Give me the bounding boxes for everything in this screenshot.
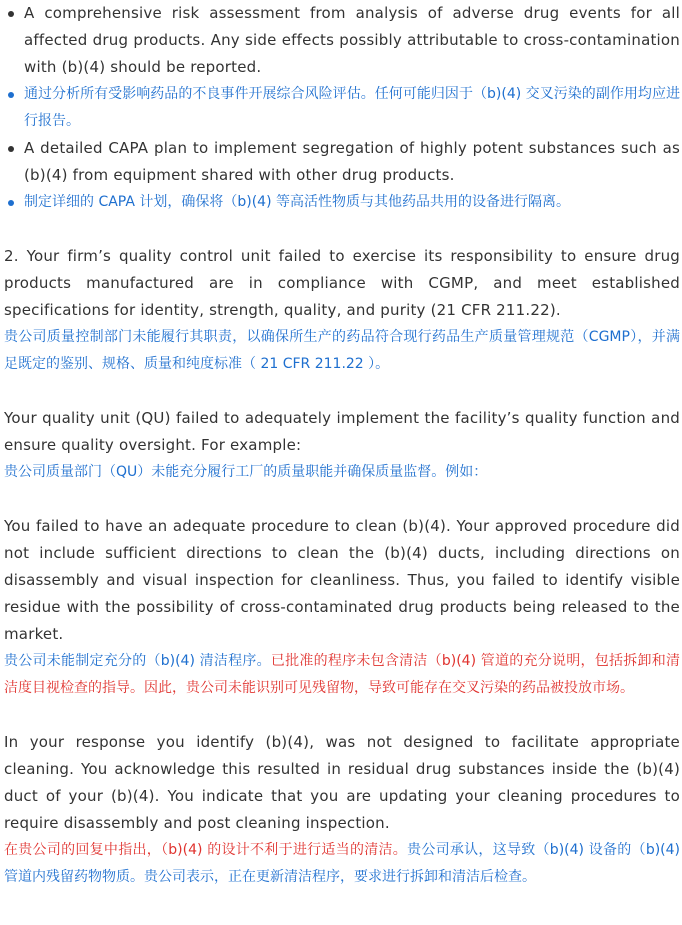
response-en: In your response you identify (b)(4), was not designed to facilitate appropriate cleaning. You acknowledge this resulted in residual drug substances inside the (b)(4) duct of your (b)(4). You indicate that you are updating your cleaning procedures to require disassembly and post cleaning inspection. — [4, 733, 680, 832]
bullet-2-en: A detailed CAPA plan to implement segregation of highly potent substances such as (b)(4) from equipment shared with other drug products. — [24, 139, 680, 184]
bullet-1-zh: 通过分析所有受影响药品的不良事件开展综合风险评估。任何可能归因于（b)(4) 交叉污染的副作用均应进行报告。 — [24, 86, 680, 129]
procedure-zh-blue: 贵公司未能制定充分的（b)(4) 清洁程序。 — [4, 653, 271, 669]
list-item — [24, 0, 680, 81]
qu-en: Your quality unit (QU) failed to adequately implement the facility’s quality function and ensure quality oversight. For example: — [4, 409, 680, 454]
procedure-en: You failed to have an adequate procedure to clean (b)(4). Your approved procedure did not include sufficient directions to clean the (b)(4) ducts, including directions on disassembly and visual inspection for cleanliness. Thus, you failed to identify visible residue with the possibility of cross-contaminated drug products being released to the market. — [4, 517, 680, 643]
procedure-zh — [4, 648, 680, 702]
procedure-zh-red: 已批准的程序未包含清洁（b)(4) 管道的充分说明，包括拆卸和清洁度目视检查的指导。因此，贵公司未能识别可见残留物，导致可能存在交叉污染的药品被投放市场。 — [4, 653, 680, 696]
qu-zh: 贵公司质量部门（QU）未能充分履行工厂的质量职能并确保质量监督。例如： — [4, 464, 488, 480]
response-zh-red: 在贵公司的回复中指出，（b)(4) 的设计不利于进行适当的清洁。 — [4, 842, 408, 858]
bullet-list — [4, 0, 680, 216]
bullet-2-zh: 制定详细的 CAPA 计划，确保将（b)(4) 等高活性物质与其他药品共用的设备进行隔离。 — [24, 194, 571, 210]
section-2-en: 2. Your firm’s quality control unit failed to exercise its responsibility to ensure drug products manufactured are in compliance with CGMP, and meet established specifications for identity, strength, quality, and purity (21 CFR 211.22). — [4, 247, 680, 319]
bullet-1-en: A comprehensive risk assessment from analysis of adverse drug events for all affected drug products. Any side effects possibly attributable to cross-contamination with (b)(4) should be reported. — [24, 4, 680, 76]
response-zh — [4, 837, 680, 891]
response-zh-blue: 贵公司承认，这导致（b)(4) 设备的（b)(4) 管道内残留药物物质。贵公司表示，正在更新清洁程序，要求进行拆卸和清洁后检查。 — [4, 842, 680, 885]
list-item — [24, 189, 680, 216]
list-item — [24, 135, 680, 189]
list-item — [24, 81, 680, 135]
section-2-zh: 贵公司质量控制部门未能履行其职责，以确保所生产的药品符合现行药品生产质量管理规范（CGMP），并满足既定的鉴别、规格、质量和纯度标准（ 21 CFR 211.22 ）。 — [4, 329, 680, 372]
